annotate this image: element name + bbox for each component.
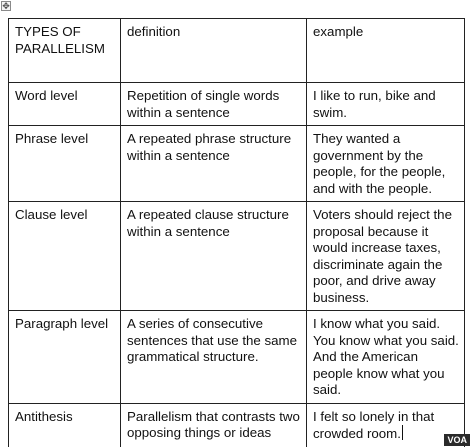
type-cell[interactable] <box>9 83 121 126</box>
header-cell-definition[interactable] <box>121 19 307 83</box>
header-definition-text: definition <box>127 24 181 39</box>
table-row <box>9 126 465 202</box>
voa-watermark-logo: VOA <box>444 434 470 446</box>
type-text: Antithesis <box>15 408 73 424</box>
definition-text: A repeated clause structure within a sentence <box>127 207 289 239</box>
example-cell[interactable] <box>307 311 465 404</box>
type-cell[interactable] <box>9 311 121 404</box>
definition-text: Parallelism that contrasts two opposing things or ideas <box>127 408 300 440</box>
type-text: Word level <box>15 88 78 103</box>
table-move-handle-icon[interactable]: ✥ <box>2 0 10 11</box>
table-row <box>9 202 465 311</box>
example-cell[interactable] <box>307 126 465 202</box>
header-cell-types[interactable] <box>9 19 121 83</box>
definition-cell[interactable] <box>121 311 307 404</box>
table-row <box>9 311 465 404</box>
type-text: Phrase level <box>15 131 89 146</box>
type-cell[interactable] <box>9 202 121 311</box>
table-header-row <box>9 19 465 83</box>
example-text: I like to run, bike and swim. <box>313 88 436 120</box>
definition-cell[interactable] <box>121 403 307 447</box>
example-text: I know what you said. You know what you said. And the American people know what you said. <box>313 316 459 397</box>
header-example-text: example <box>313 24 364 39</box>
type-text: Clause level <box>15 207 88 222</box>
type-cell[interactable] <box>9 403 121 447</box>
example-text: They wanted a government by the people, for the people, and with the people. <box>313 131 446 196</box>
example-cell[interactable] <box>307 83 465 126</box>
example-cell[interactable] <box>307 403 465 447</box>
header-types-text: TYPES OF PARALLELISM <box>15 24 105 56</box>
type-text: Paragraph level <box>15 316 109 331</box>
header-cell-example[interactable] <box>307 19 465 83</box>
text-cursor <box>402 425 403 440</box>
example-text: Voters should reject the proposal because it would increase taxes, discriminate again the poor, and drive away business. <box>313 207 452 305</box>
parallelism-table <box>8 18 465 447</box>
definition-cell[interactable] <box>121 202 307 311</box>
definition-cell[interactable] <box>121 83 307 126</box>
definition-text: A series of consecutive sentences that use the same grammatical structure. <box>127 316 298 364</box>
example-text: I felt so lonely in that crowded room. <box>313 408 435 441</box>
table-row <box>9 83 465 126</box>
example-cell[interactable] <box>307 202 465 311</box>
type-cell[interactable] <box>9 126 121 202</box>
definition-text: A repeated phrase structure within a sentence <box>127 131 292 163</box>
definition-cell[interactable] <box>121 126 307 202</box>
definition-text: Repetition of single words within a sentence <box>127 88 280 120</box>
table-row <box>9 403 465 447</box>
